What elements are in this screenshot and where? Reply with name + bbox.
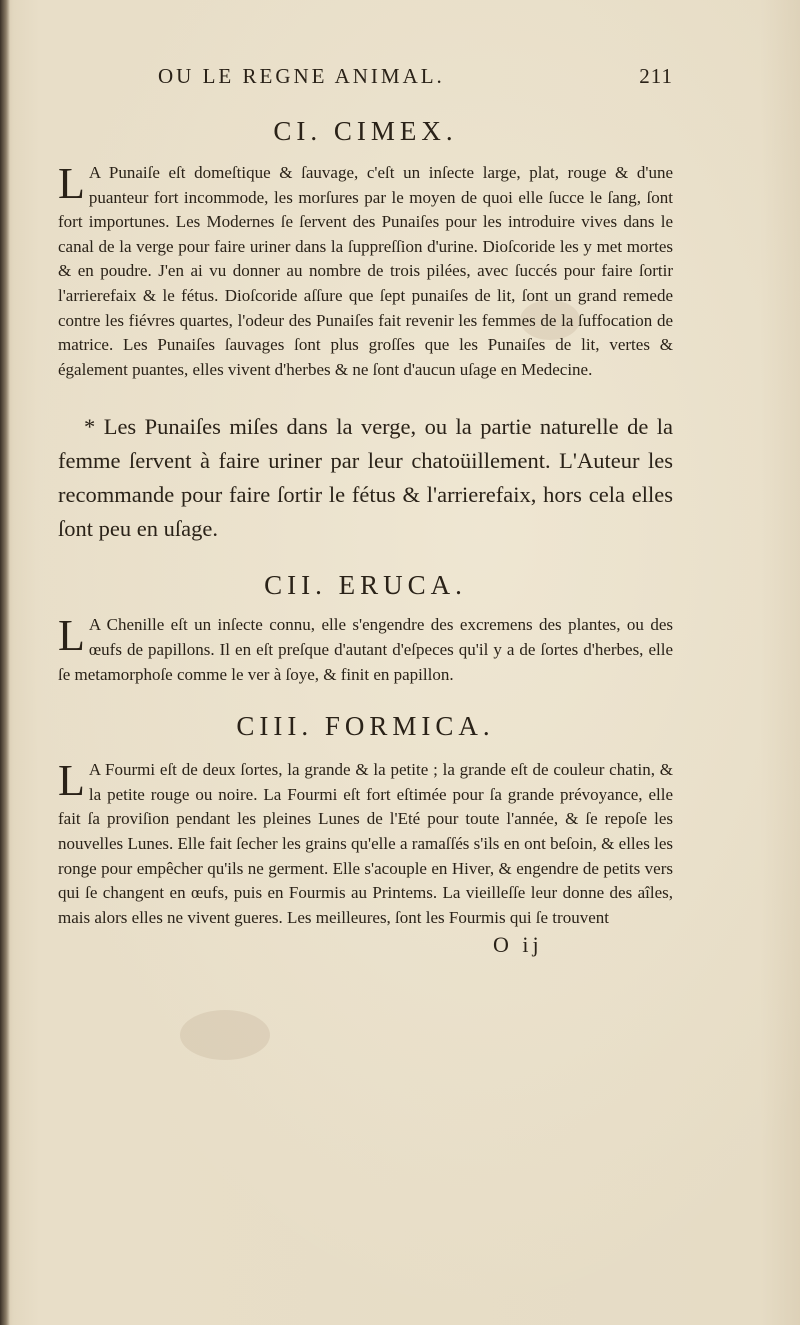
section-heading-cimex: CI. CIMEX. xyxy=(273,116,458,146)
drop-cap-letter: L xyxy=(58,756,85,806)
section-heading-formica: CIII. FORMICA. xyxy=(236,711,495,742)
drop-cap-letter: L xyxy=(58,159,85,208)
section-text-formica xyxy=(58,758,673,930)
section-body-cimex: A Punaiſe eſt domeſtique & ſauvage, c'eſt un inſecte large, plat, rouge & d'une puanteur fort incommode, les morſures par le moyen de quoi elle ſucce le ſang, ſont fort importunes. Les Modernes ſe ſervent des Punaiſes pour les introduire vives dans le canal de la verge pour faire uriner dans la ſuppreſſion d'urine. Dioſcoride les y met mortes & en poudre. J'en ai vu donner au nombre de trois pilées, avec ſuccés pour faire ſortir l'arrierefaix & le fétus. Dioſcoride aſſure que ſept punaiſes de lit, ſont un grand remede contre les fiévres quartes, l'odeur des Punaiſes fait revenir les femmes de la ſuffocation de matrice. Les Punaiſes ſauvages ſont plus groſſes que les Punaiſes de lit, vertes & également puantes, elles vivent d'herbes & ne ſont d'aucun uſage en Medecine. xyxy=(58,163,673,379)
running-head-title: OU LE REGNE ANIMAL. xyxy=(158,64,445,88)
section-body-eruca: A Chenille eſt un inſecte connu, elle s'engendre des excremens des plantes, ou des œufs de papillons. Il en eſt preſque d'autant d'eſpeces qu'il y a de ſortes d'herbes, elle ſe metamorphoſe comme le ver à ſoye, & finit en papillon. xyxy=(58,615,673,684)
section-heading-eruca: CII. ERUCA. xyxy=(264,570,467,601)
page-content xyxy=(58,60,673,962)
paper-stain xyxy=(180,1010,270,1060)
running-head xyxy=(58,60,673,96)
section-body-formica: A Fourmi eſt de deux ſortes, la grande & la petite ; la grande eſt de couleur chatin, & la petite rouge ou noire. La Fourmi eſt fort eſtimée pour ſa grande prévoyance, elle fait ſa proviſion pendant les pleines Lunes de l'Eté pour toute l'année, & ſe repoſe les nouvelles Lunes. Elle fait ſecher les grains qu'elle a ramaſſés s'ils en ont beſoin, & elles les ronge pour empêcher qu'ils ne germent. Elle s'acouple en Hiver, & engendre de petits vers qui ſe changent en œufs, puis en Fourmis au Printems. La vieilleſſe leur donne des aîles, mais alors elles ne vivent gueres. Les meilleures, ſont les Fourmis qui ſe trouvent xyxy=(58,760,673,927)
signature-mark: O ij xyxy=(493,932,543,958)
page-binding-shadow xyxy=(0,0,10,1325)
section-text-eruca xyxy=(58,613,673,687)
catchline xyxy=(58,932,673,962)
commentary-note: * Les Punaiſes miſes dans la verge, ou la partie naturelle de la femme ſervent à faire uriner par leur chatoüillement. L'Auteur les recommande pour faire ſortir le fétus & l'arrierefaix, hors cela elles ſont peu en uſage. xyxy=(58,414,673,542)
drop-cap-letter: L xyxy=(58,611,85,661)
section-text-cimex xyxy=(58,161,673,382)
page-number: 211 xyxy=(639,64,673,88)
